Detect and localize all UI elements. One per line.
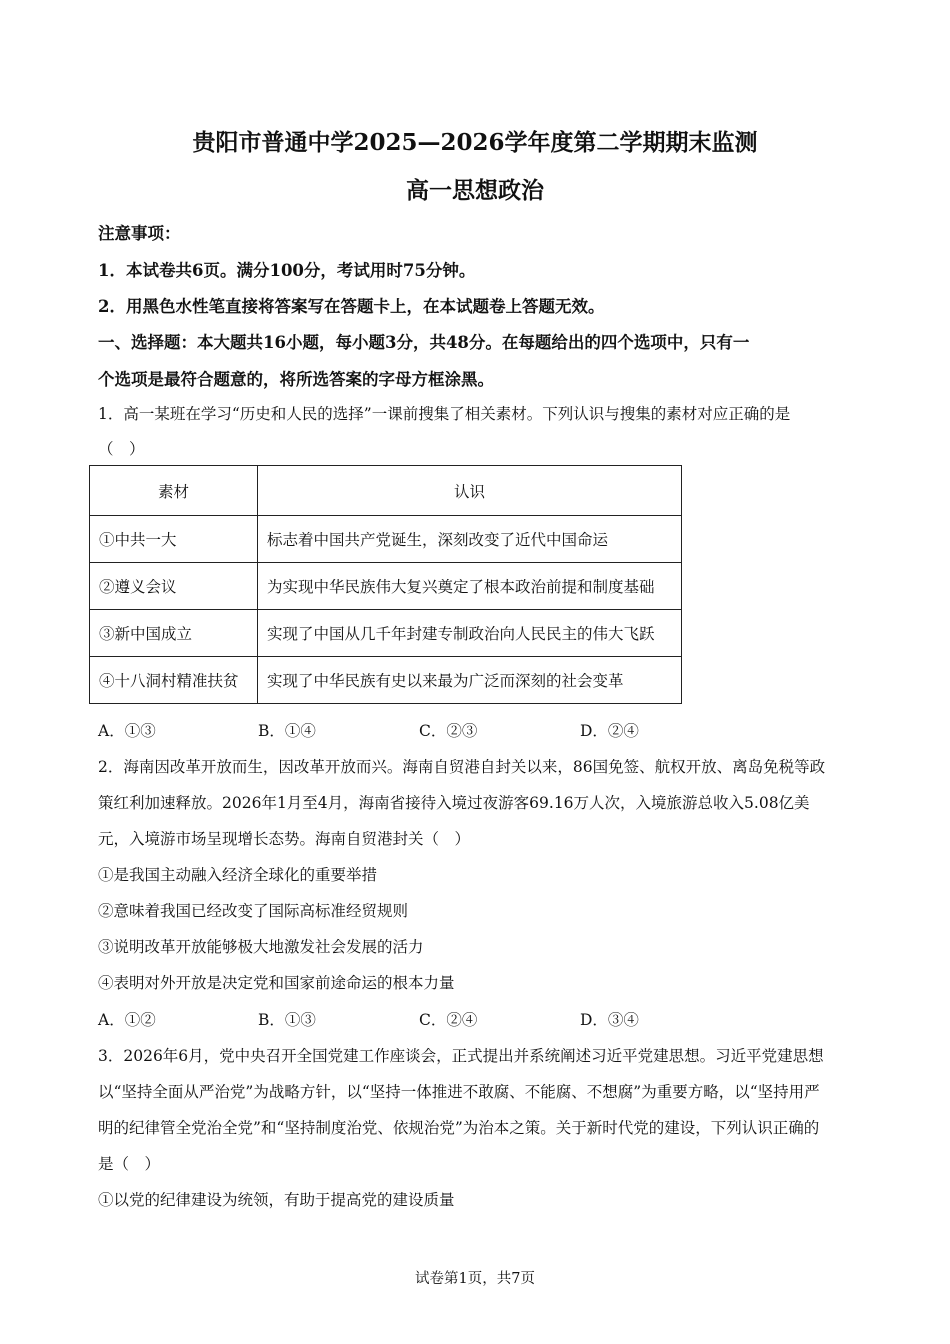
- table-cell: 实现了中华民族有史以来最为广泛而深刻的社会变革: [258, 657, 682, 704]
- q1-option-d: D．②④: [580, 722, 639, 740]
- notice-item: 2．用黑色水性笔直接将答案写在答题卡上，在本试题卷上答题无效。: [98, 297, 605, 316]
- q1-option-a: A．①③: [98, 722, 156, 740]
- q2-stem: 策红利加速释放。2026年1月至4月，海南省接待入境过夜游客69.16万人次，入境旅游总收入5.08亿美: [98, 794, 810, 812]
- exam-subject: 高一思想政治: [406, 177, 544, 204]
- table-header: 认识: [258, 466, 682, 516]
- table-header: 素材: [90, 466, 258, 516]
- q2-option-d: D．③④: [580, 1011, 639, 1029]
- q3-statement: ①以党的纪律建设为统领，有助于提高党的建设质量: [98, 1191, 455, 1209]
- table-cell: 为实现中华民族伟大复兴奠定了根本政治前提和制度基础: [258, 563, 682, 610]
- table-cell: 标志着中国共产党诞生，深刻改变了近代中国命运: [258, 516, 682, 563]
- table-cell: ④十八洞村精准扶贫: [90, 657, 258, 704]
- table-row: [90, 657, 682, 704]
- table-cell: ②遵义会议: [90, 563, 258, 610]
- q2-statement: ③说明改革开放能够极大地激发社会发展的活力: [98, 938, 424, 956]
- q1-table: [89, 465, 682, 704]
- q2-option-c: C．②④: [419, 1011, 478, 1029]
- section-instruction: 一、选择题：本大题共16小题，每小题3分，共48分。在每题给出的四个选项中，只有一: [98, 333, 750, 352]
- table-cell: ①中共一大: [90, 516, 258, 563]
- q1-stem-bracket: （ ）: [98, 440, 145, 458]
- table-row: [90, 563, 682, 610]
- section-instruction: 个选项是最符合题意的，将所选答案的字母方框涂黑。: [98, 370, 494, 389]
- notice-heading: 注意事项：: [98, 224, 181, 243]
- table-cell: 实现了中国从几千年封建专制政治向人民民主的伟大飞跃: [258, 610, 682, 657]
- q2-option-b: B．①③: [258, 1011, 316, 1029]
- q2-statement: ①是我国主动融入经济全球化的重要举措: [98, 866, 378, 884]
- q2-stem: 元，入境游市场呈现增长态势。海南自贸港封关（ ）: [98, 830, 471, 848]
- q3-stem: 3．2026年6月，党中央召开全国党建工作座谈会，正式提出并系统阐述习近平党建思想。习近平党建思想: [98, 1047, 824, 1065]
- exam-title: 贵阳市普通中学2025—2026学年度第二学期期末监测: [192, 129, 758, 156]
- table-row: [90, 516, 682, 563]
- q3-stem: 明的纪律管全党治全党”和“坚持制度治党、依规治党”为治本之策。关于新时代党的建设，下列认识正确的: [98, 1119, 820, 1137]
- q2-statement: ②意味着我国已经改变了国际高标准经贸规则: [98, 902, 409, 920]
- page-footer: 试卷第1页，共7页: [415, 1271, 535, 1287]
- q2-stem: 2．海南因改革开放而生，因改革开放而兴。海南自贸港自封关以来，86国免签、航权开放、离岛免税等政: [98, 758, 826, 776]
- table-cell: ③新中国成立: [90, 610, 258, 657]
- q2-option-a: A．①②: [98, 1011, 156, 1029]
- table-row: [90, 610, 682, 657]
- notice-item: 1．本试卷共6页。满分100分，考试用时75分钟。: [98, 261, 476, 280]
- table-header-row: [90, 466, 682, 516]
- q1-option-c: C．②③: [419, 722, 478, 740]
- q3-stem: 以“坚持全面从严治党”为战略方针，以“坚持一体推进不敢腐、不能腐、不想腐”为重要方略，以“坚持用严: [98, 1083, 820, 1101]
- q2-statement: ④表明对外开放是决定党和国家前途命运的根本力量: [98, 974, 455, 992]
- q1-stem: 1．高一某班在学习“历史和人民的选择”一课前搜集了相关素材。下列认识与搜集的素材对应正确的是: [98, 405, 791, 423]
- q3-stem: 是（ ）: [98, 1155, 161, 1173]
- q1-option-b: B．①④: [258, 722, 316, 740]
